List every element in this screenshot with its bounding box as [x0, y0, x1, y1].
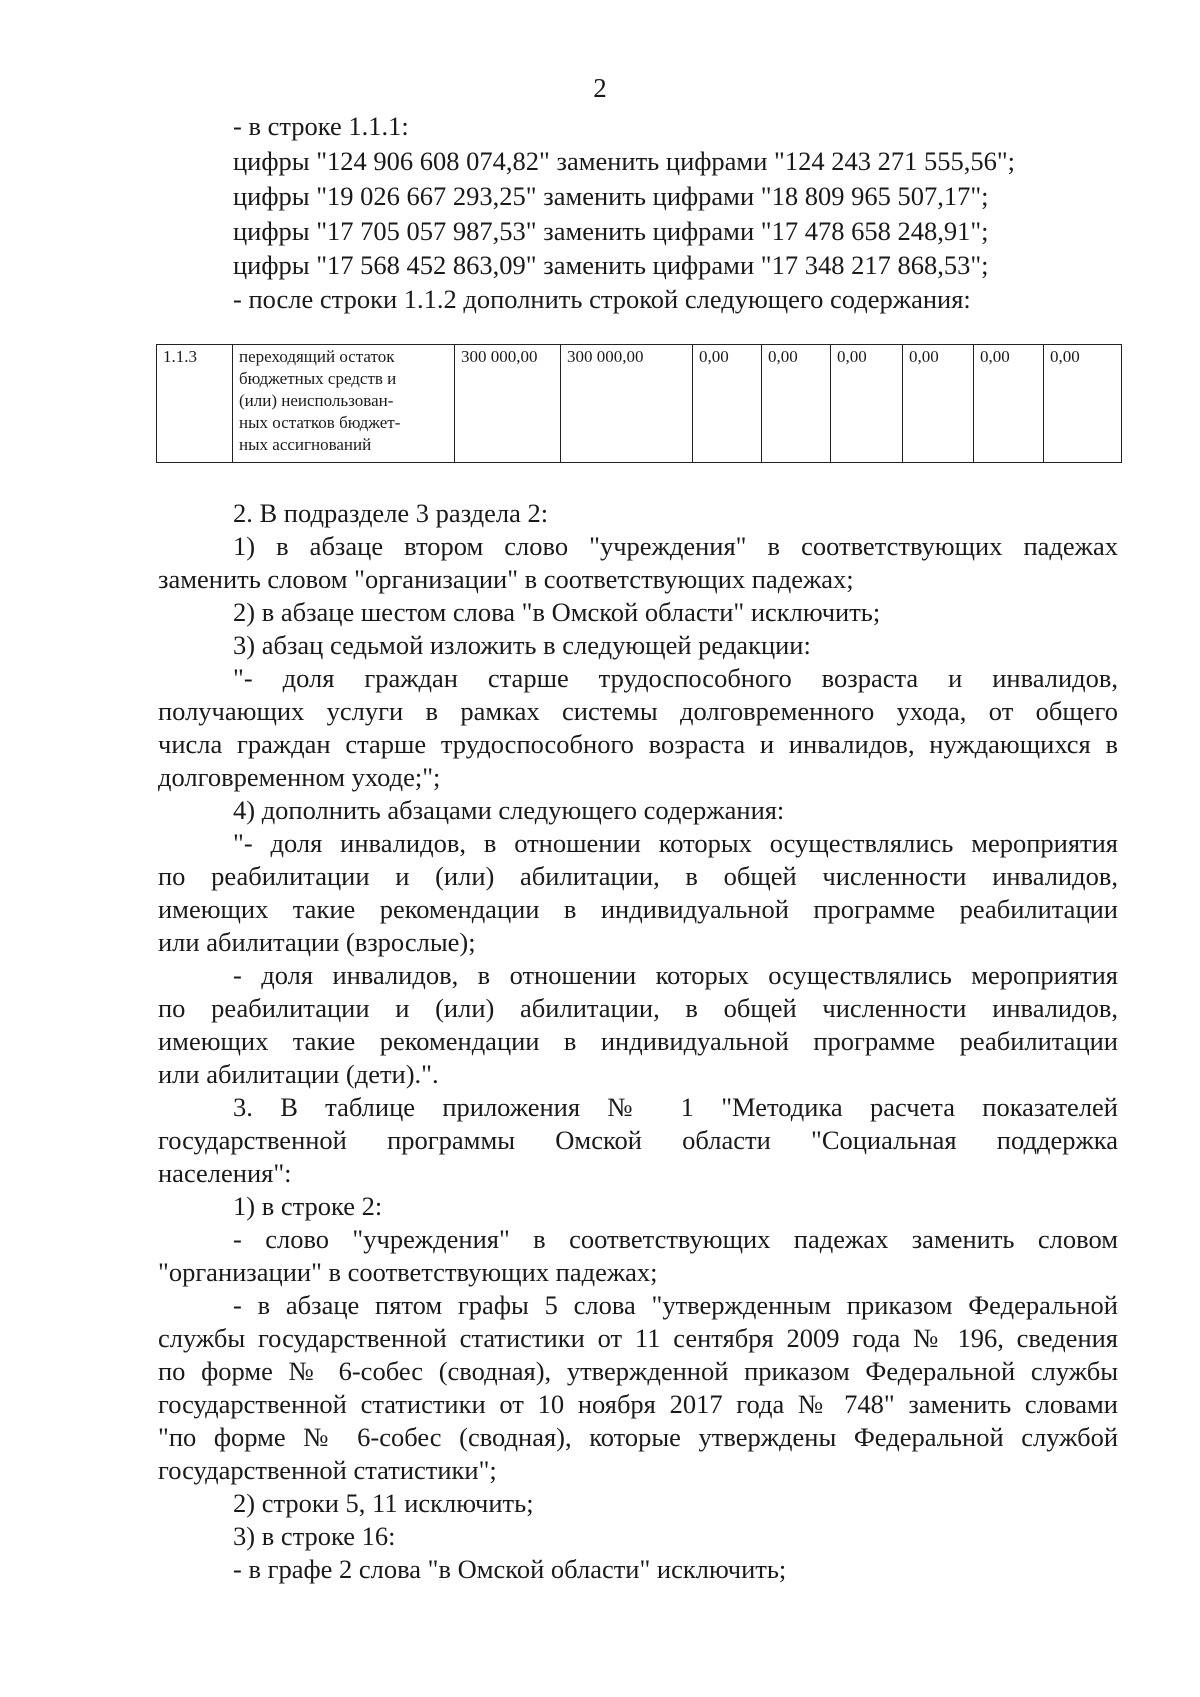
replacement-line: цифры "19 026 667 293,25" заменить цифрами "18 809 965 507,17";: [233, 181, 989, 211]
quoted-paragraph: или абилитации (взрослые);: [158, 927, 476, 957]
section-3-item: 1) в строке 2:: [233, 1191, 383, 1221]
quoted-paragraph: по реабилитации и (или) абилитации, в общей численности инвалидов,: [158, 861, 1118, 891]
description-line: переходящий остаток: [239, 347, 395, 366]
value-cell: 0,00: [831, 345, 903, 463]
section-2-item: 1) в абзаце втором слово "учреждения" в соответствующих падежах: [233, 531, 1118, 561]
section-3-subitem: государственной статистики от 10 ноября 2017 года № 748" заменить словами: [158, 1389, 1118, 1419]
section-3-heading: 3. В таблице приложения № 1 "Методика расчета показателей: [233, 1092, 1118, 1122]
section-3-subitem: государственной статистики";: [158, 1455, 497, 1485]
section-2-item: 4) дополнить абзацами следующего содержания:: [233, 795, 785, 825]
value-cell: 0,00: [974, 345, 1044, 463]
page-number: 2: [593, 73, 607, 103]
section-3-heading: государственной программы Омской области "Социальная поддержка: [158, 1125, 1118, 1155]
value-cell: 0,00: [762, 345, 831, 463]
quoted-paragraph: имеющих такие рекомендации в индивидуальной программе реабилитации: [158, 894, 1118, 924]
value-cell: 0,00: [1044, 345, 1122, 463]
description-line: бюджетных средств и: [239, 369, 397, 388]
section-2-item: 2) в абзаце шестом слова "в Омской области" исключить;: [233, 597, 881, 627]
section-3-subitem: - в графе 2 слова "в Омской области" исключить;: [233, 1554, 787, 1584]
row-heading: - в строке 1.1.1:: [233, 111, 409, 141]
quoted-paragraph: "- доля инвалидов, в отношении которых осуществлялись мероприятия: [233, 828, 1118, 858]
section-3-subitem: по форме № 6-собес (сводная), утвержденной приказом Федеральной службы: [158, 1356, 1118, 1386]
replacement-line: цифры "17 568 452 863,09" заменить цифрами "17 348 217 868,53";: [233, 250, 989, 280]
quoted-paragraph: получающих услуги в рамках системы долговременного ухода, от общего: [158, 696, 1118, 726]
value-cell: 0,00: [693, 345, 762, 463]
quoted-paragraph: или абилитации (дети).".: [158, 1059, 439, 1089]
replacement-line: цифры "124 906 608 074,82" заменить цифрами "124 243 271 555,56";: [233, 146, 1016, 176]
section-2-item: заменить словом "организации" в соответствующих падежах;: [158, 564, 854, 594]
section-3-subitem: - слово "учреждения" в соответствующих падежах заменить словом: [233, 1224, 1118, 1254]
section-3-subitem: "организации" в соответствующих падежах;: [158, 1257, 658, 1287]
table-row: [157, 345, 1122, 463]
section-2-item: 3) абзац седьмой изложить в следующей редакции:: [233, 630, 811, 660]
section-3-item: 2) строки 5, 11 исключить;: [233, 1488, 534, 1518]
value-cell: 300 000,00: [561, 345, 693, 463]
section-3-subitem: - в абзаце пятом графы 5 слова "утвержденным приказом Федеральной: [233, 1290, 1118, 1320]
description-line: ных остатков бюджет-: [239, 413, 401, 432]
description-line: (или) неиспользован-: [239, 391, 394, 410]
after-row-instruction: - после строки 1.1.2 дополнить строкой следующего содержания:: [233, 284, 971, 314]
quoted-paragraph: имеющих такие рекомендации в индивидуальной программе реабилитации: [158, 1026, 1118, 1056]
value-cell: 0,00: [903, 345, 974, 463]
section-2-heading: 2. В подразделе 3 раздела 2:: [233, 498, 549, 528]
section-3-item: 3) в строке 16:: [233, 1521, 396, 1551]
section-3-subitem: службы государственной статистики от 11 сентября 2009 года № 196, сведения: [158, 1323, 1118, 1353]
quoted-paragraph: числа граждан старше трудоспособного возраста и инвалидов, нуждающихся в: [158, 729, 1118, 759]
value-cell: 300 000,00: [455, 345, 561, 463]
quoted-paragraph: долговременном уходе;";: [158, 762, 441, 792]
row-description-cell: [233, 345, 455, 463]
section-3-subitem: "по форме № 6-собес (сводная), которые утверждены Федеральной службой: [158, 1422, 1118, 1452]
quoted-paragraph: "- доля граждан старше трудоспособного возраста и инвалидов,: [233, 663, 1118, 693]
row-code-cell: 1.1.3: [157, 345, 233, 463]
section-3-heading: населения":: [158, 1158, 292, 1188]
description-line: ных ассигнований: [239, 435, 372, 454]
amendment-table: [156, 344, 1122, 463]
quoted-paragraph: - доля инвалидов, в отношении которых осуществлялись мероприятия: [233, 960, 1118, 990]
replacement-line: цифры "17 705 057 987,53" заменить цифрами "17 478 658 248,91";: [233, 216, 989, 246]
quoted-paragraph: по реабилитации и (или) абилитации, в общей численности инвалидов,: [158, 993, 1118, 1023]
